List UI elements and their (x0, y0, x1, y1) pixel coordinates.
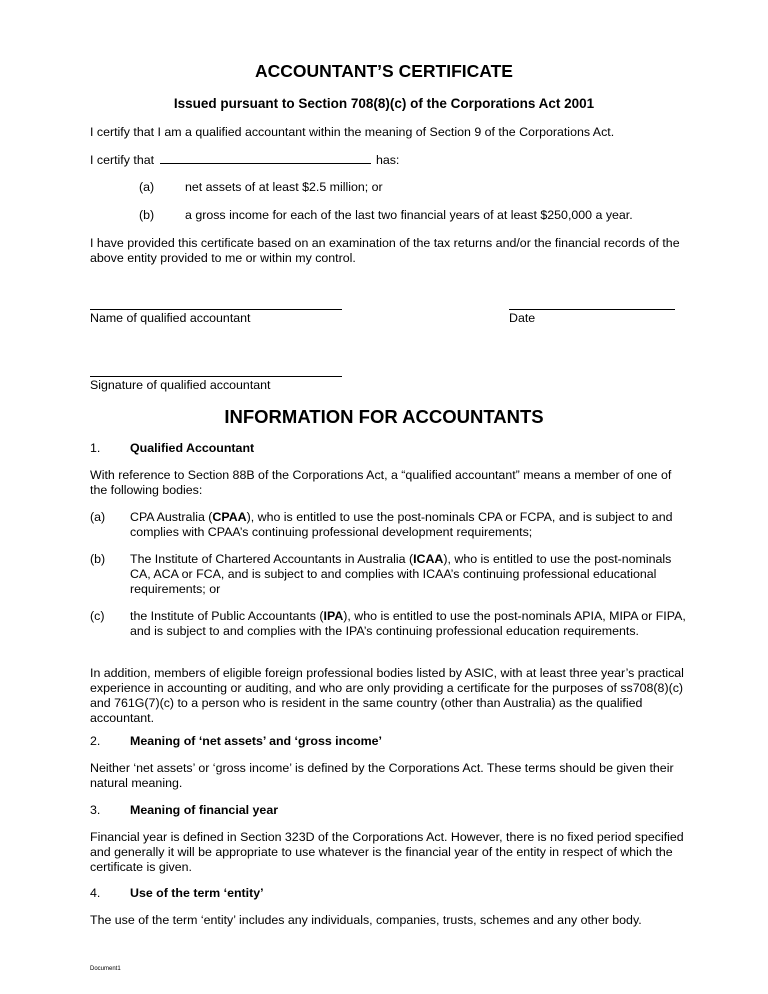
section-number: 1. (90, 441, 101, 455)
name-signature-line[interactable] (90, 309, 342, 310)
section-number: 4. (90, 886, 101, 900)
condition-label: (b) (139, 208, 155, 222)
entity-statement-prefix: I certify that (90, 153, 155, 167)
entity-statement-suffix: has: (375, 153, 400, 167)
body-text-post: ), who is entitled to use the post-nominals APIA, MIPA or FIPA, and is subject to and complies with the IPA’s continuing professional education requirements. (130, 609, 686, 638)
body-text-post: ), who is entitled to use the post-nominals CPA or FCPA, and is subject to and complies with CPAA’s continuing professional development requirements; (130, 510, 673, 539)
section-heading: Use of the term ‘entity’ (130, 886, 264, 900)
body-label: (a) (90, 510, 106, 524)
certificate-title: ACCOUNTANT’S CERTIFICATE (255, 61, 513, 81)
info-title: INFORMATION FOR ACCOUNTANTS (224, 406, 544, 427)
qualification-statement: I certify that I am a qualified accountant within the meaning of Section 9 of the Corporations Act. (90, 125, 615, 139)
section-heading: Qualified Accountant (130, 441, 255, 455)
section-number: 2. (90, 734, 101, 748)
basis-statement: I have provided this certificate based on an examination of the tax returns and/or the financial records of the above entity provided to me or within my control. (90, 236, 680, 265)
body-text (130, 609, 690, 639)
section-1-addition: In addition, members of eligible foreign professional bodies listed by ASIC, with at least three year’s practical experience in accounting or auditing, and who are only providing a certificate for the purposes of ss708(8)(c) and 761G(7)(c) to a person who is resident in the same country (other than Australia) as the qualified accountant. (90, 666, 684, 725)
body-text-post: ), who is entitled to use the post-nominals CA, ACA or FCA, and is subject to and complies with ICAA’s continuing professional educational requirements; or (130, 552, 672, 596)
condition-text: a gross income for each of the last two financial years of at least $250,000 a year. (185, 208, 633, 222)
entity-statement (90, 152, 690, 168)
condition-label: (a) (139, 180, 155, 194)
section-2-text: Neither ‘net assets’ or ‘gross income’ is defined by the Corporations Act. These terms should be given their natural meaning. (90, 761, 674, 790)
condition-text: net assets of at least $2.5 million; or (185, 180, 383, 194)
body-text (130, 510, 690, 540)
body-text-pre: the Institute of Public Accountants ( (130, 609, 324, 623)
section-3-text: Financial year is defined in Section 323D of the Corporations Act. However, there is no fixed period specified and generally it will be appropriate to use whatever is the financial year of the entity in respect of which the certificate is given. (90, 830, 684, 874)
section-heading: Meaning of financial year (130, 803, 279, 817)
section-1-intro: With reference to Section 88B of the Corporations Act, a “qualified accountant” means a member of one of the following bodies: (90, 468, 672, 497)
body-abbreviation: IPA (323, 609, 344, 623)
name-label: Name of qualified accountant (90, 311, 251, 325)
body-text-pre: CPA Australia ( (130, 510, 213, 524)
body-abbreviation: ICAA (413, 552, 444, 566)
body-label: (c) (90, 609, 105, 623)
section-4-text: The use of the term ‘entity’ includes any individuals, companies, trusts, schemes and any other body. (90, 913, 642, 927)
section-heading: Meaning of ‘net assets’ and ‘gross income’ (130, 734, 383, 748)
section-number: 3. (90, 803, 101, 817)
date-label: Date (509, 311, 536, 325)
document-footer: Document1 (90, 966, 121, 972)
body-text (130, 552, 690, 597)
date-signature-line[interactable] (509, 309, 675, 310)
certificate-subtitle: Issued pursuant to Section 708(8)(c) of the Corporations Act 2001 (173, 96, 595, 111)
signature-label: Signature of qualified accountant (90, 378, 271, 392)
body-text-pre: The Institute of Chartered Accountants in Australia ( (130, 552, 414, 566)
signature-line[interactable] (90, 376, 342, 377)
body-label: (b) (90, 552, 106, 566)
body-abbreviation: CPAA (212, 510, 247, 524)
entity-name-blank[interactable] (160, 152, 371, 164)
